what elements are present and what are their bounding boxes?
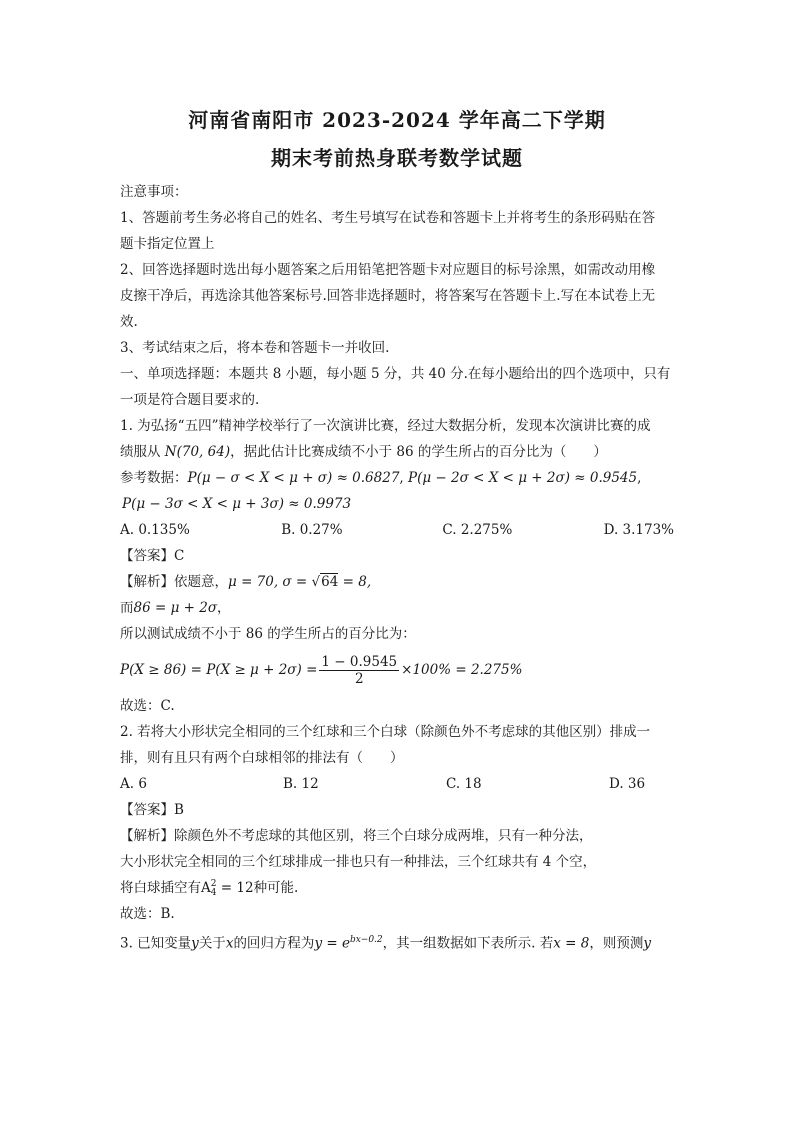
q2-analysis-2: 大小形状完全相同的三个红球排成一排也只有一种排法，三个红球共有 4 个空， [120, 854, 597, 870]
q2-options [120, 771, 674, 797]
q1-stem-b-pre: 绩服从 [120, 444, 165, 460]
q3-stem-mid2: 的回归方程为 [233, 935, 315, 952]
q2-analysis-3 [120, 875, 674, 901]
q2-analysis-3-post: 种可能. [253, 880, 299, 896]
q1-ref-2: P(μ − 2σ < X < μ + 2σ) ≈ 0.9545 [408, 470, 638, 486]
notice-item-1b: 题卡指定位置上 [120, 236, 215, 252]
notice-item-2a: 2、回答选择题时选出每小题答案之后用铅笔把答题卡对应题目的标号涂黑，如需改动用橡 [120, 262, 656, 278]
q1-stem-a: 1. 为弘扬“五四”精神学校举行了一次演讲比赛，经过大数据分析，发现本次演讲比赛的成 [120, 418, 651, 434]
section1-heading-a: 一、单项选择题：本题共 8 小题，每小题 5 分，共 40 分.在每小题给出的四个选项中，只有 [120, 366, 671, 382]
q2-analysis-3-sub: 4 [210, 887, 217, 898]
q3-var-x: x [225, 935, 234, 952]
q1-ref-label: 参考数据： [120, 470, 188, 486]
q3-stem-pre: 3. 已知变量 [120, 935, 192, 952]
q1-ref-3: P(μ − 3σ < X < μ + 3σ) ≈ 0.9973 [122, 496, 352, 512]
q1-reference-data: 参考数据：P(μ − σ < X < μ + σ) ≈ 0.6827, P(μ − 2σ < X < μ + 2σ) ≈ 0.9545, [120, 470, 642, 486]
q2-analysis-3-sup: 2 [210, 878, 217, 889]
q3-equation-base: y = e [314, 935, 350, 952]
q2-option-a: A. 6 [120, 776, 147, 792]
q1-equation-left: P(X ≥ 86) = P(X ≥ μ + 2σ) = [120, 662, 318, 678]
q1-equation-fraction [319, 654, 399, 687]
q2-analysis-1-text: 除颜色外不考虑球的其他区别，将三个白球分成两堆，只有一种分法， [174, 828, 593, 844]
q1-analysis-1: 【解析】依题意，μ = 70, σ = √64 = 8, [120, 574, 372, 590]
notice-item-2c: 效. [120, 314, 138, 330]
q1-conclusion: 故选：C. [120, 698, 175, 714]
notice-item-2b: 皮擦干净后，再选涂其他答案标号.回答非选择题时，将答案写在答题卡上.写在本试卷上无 [120, 288, 656, 304]
q3-stem-post: ，则预测 [589, 935, 644, 952]
q1-stem-b-post: ，据此估计比赛成绩不小于 86 的学生所占的百分比为（ ） [230, 444, 607, 460]
q1-answer: 【答案】C [120, 548, 185, 564]
q2-option-c: C. 18 [446, 776, 482, 792]
q2-option-b: B. 12 [283, 776, 319, 792]
q3-condition: x = 8 [553, 935, 590, 952]
q1-equation-right: ×100% = 2.275% [401, 662, 523, 678]
q2-option-d: D. 36 [609, 776, 646, 792]
notice-item-3: 3、考试结束之后，将本卷和答题卡一并收回. [120, 340, 390, 356]
q3-stem-mid1: 关于 [198, 935, 226, 952]
q2-analysis-3-pre: 将白球插空有 [120, 880, 201, 896]
q1-analysis-3: 所以测试成绩不小于 86 的学生所占的百分比为： [120, 626, 416, 642]
q1-analysis-2 [120, 595, 674, 621]
exam-title-line2: 期末考前热身联考数学试题 [271, 146, 523, 170]
q1-analysis-2-pre: 而 [120, 600, 134, 616]
q1-analysis-label: 【解析】 [120, 574, 174, 590]
q2-analysis-label: 【解析】 [120, 828, 174, 844]
q2-analysis-3-eq: = 12 [216, 880, 254, 896]
q1-equation-numerator: 1 − 0.9545 [321, 653, 398, 670]
q1-analysis-1-text: 依题意， [174, 574, 228, 590]
q3-var-y: y [191, 935, 199, 952]
q2-analysis-1 [120, 823, 674, 849]
q1-analysis-1-sqrt: 64 [321, 574, 339, 590]
notice-item-1a: 1、答题前考生务必将自己的姓名、考生号填写在试卷和答题卡上并将考生的条形码贴在答 [120, 210, 656, 226]
notice-heading: 注意事项： [120, 184, 188, 200]
q2-conclusion: 故选：B. [120, 906, 175, 922]
q3-stem [120, 927, 674, 957]
q1-options [120, 517, 674, 543]
q3-var-y2: y [643, 935, 651, 952]
q1-reference-data-2 [120, 491, 674, 517]
q1-option-a: A. 0.135% [120, 522, 190, 538]
q1-distribution: N(70, 64) [164, 444, 231, 460]
q3-stem-mid3: ，其一组数据如下表所示. 若 [382, 935, 554, 952]
q2-answer: 【答案】B [120, 802, 184, 818]
q1-analysis-1-math-b: = 8, [338, 574, 372, 590]
q2-analysis-3-arrangement: A [201, 880, 211, 896]
q1-analysis-1-math-a: μ = 70, σ = [228, 574, 312, 590]
q1-stem-b [120, 439, 674, 465]
q1-option-c: C. 2.275% [442, 522, 513, 538]
q1-equation-denominator: 2 [354, 670, 364, 687]
q1-ref-1: P(μ − σ < X < μ + σ) ≈ 0.6827 [187, 470, 400, 486]
exam-title-line1: 河南省南阳市 2023-2024 学年高二下学期 [188, 108, 606, 132]
q1-analysis-2-math: 86 = μ + 2σ [133, 600, 218, 616]
q1-equation [120, 647, 674, 693]
q2-stem-b: 排，则有且只有两个白球相邻的排法有（ ） [120, 750, 404, 766]
section1-heading-b: 一项是符合题目要求的. [120, 392, 260, 408]
q1-analysis-2-post: ， [217, 600, 231, 616]
q1-option-b: B. 0.27% [281, 522, 343, 538]
q3-equation-exponent: bx−0.2 [349, 935, 383, 945]
q1-option-d: D. 3.173% [603, 522, 675, 538]
q2-stem-a: 2. 若将大小形状完全相同的三个红球和三个白球（除颜色外不考虑球的其他区别）排成一 [120, 724, 651, 740]
